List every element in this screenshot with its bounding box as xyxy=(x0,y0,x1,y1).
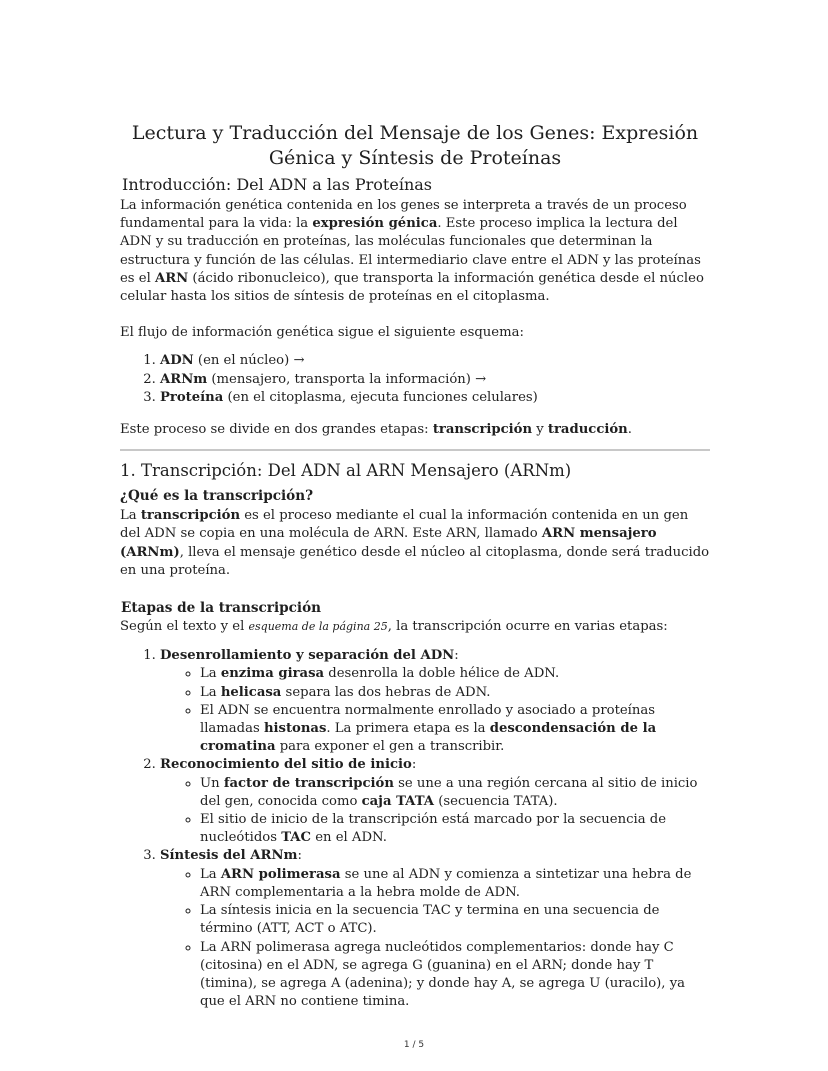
sub-list xyxy=(160,775,710,848)
intro-heading: Introducción: Del ADN a las Proteínas xyxy=(122,175,432,194)
intro-paragraph-1: La información genética contenida en los genes se interpreta a través de un proceso fundamental para la vida: la expresión génica. Este proceso implica la lectura del ADN y su traducción en proteínas, las moléculas funcionales que determinan la estructura y función de las células. El intermediario clave entre el ADN y las proteínas es el ARN (ácido ribonucleico), que transporta la información genética desde el núcleo celular hasta los sitios de síntesis de proteínas en el citoplasma. xyxy=(120,198,704,305)
list-item: ◦ La ARN polimerasa se une al ADN y comienza a sintetizar una hebra de ARN complementaria a la hebra molde de ADN. xyxy=(200,866,710,902)
flow-list xyxy=(120,352,710,407)
sub-list xyxy=(160,866,710,1012)
list-item: 1. ADN (en el núcleo) → xyxy=(160,352,710,370)
intro-paragraph-2: El flujo de información genética sigue el siguiente esquema: xyxy=(120,325,524,341)
etapas-heading: Etapas de la transcripción xyxy=(121,600,322,617)
list-item: ◦ La síntesis inicia en la secuencia TAC y termina en una secuencia de término (ATT, ACT o ATC). xyxy=(200,902,710,938)
section1-question: ¿Qué es la transcripción? xyxy=(120,488,314,505)
document-title: Lectura y Traducción del Mensaje de los Genes: Expresión Génica y Síntesis de Proteínas xyxy=(131,122,699,169)
intro-paragraph-3: Este proceso se divide en dos grandes etapas: transcripción y traducción. xyxy=(120,422,632,438)
list-item: ◦ La ARN polimerasa agrega nucleótidos complementarios: donde hay C (citosina) en el ADN, se agrega G (guanina) en el ARN; donde hay T (timina), se agrega A (adenina); y donde hay A, se agrega U (uracilo), ya que el ARN no contiene timina. xyxy=(200,939,710,1012)
list-item: ◦ La enzima girasa desenrolla la doble hélice de ADN. xyxy=(200,665,710,683)
list-item: ◦ El sitio de inicio de la transcripción está marcado por la secuencia de nucleótidos TAC en el ADN. xyxy=(200,811,710,847)
list-item: ◦ Un factor de transcripción se une a una región cercana al sitio de inicio del gen, conocida como caja TATA (secuencia TATA). xyxy=(200,775,710,811)
etapas-list xyxy=(120,647,710,1011)
section-divider xyxy=(120,449,710,451)
etapas-intro: Según el texto y el esquema de la página 25, la transcripción ocurre en varias etapas: xyxy=(120,619,668,635)
list-item: 2. ARNm (mensajero, transporta la información) → xyxy=(160,371,710,389)
document-page xyxy=(120,0,710,1011)
section1-heading: 1. Transcripción: Del ADN al ARN Mensajero (ARNm) xyxy=(120,461,572,481)
section1-paragraph: La transcripción es el proceso mediante el cual la información contenida en un gen del ADN se copia en una molécula de ARN. Este ARN, llamado ARN mensajero (ARNm), lleva el mensaje genético desde el núcleo al citoplasma, donde será traducido en una proteína. xyxy=(120,508,710,578)
list-item: ◦ La helicasa separa las dos hebras de ADN. xyxy=(200,684,710,702)
list-item: 3. Proteína (en el citoplasma, ejecuta funciones celulares) xyxy=(160,389,710,407)
list-item: 3. Síntesis del ARNm: ◦ La ARN polimerasa se une al ADN y comienza a sintetizar una hebra de ARN complementaria a la hebra molde de ADN. ◦ La síntesis inicia en la secuencia TAC y termina en una secuencia de término (ATT, ACT o ATC). ◦ La ARN polimerasa agrega nucleótidos complementarios: donde hay C (citosina) en el ADN, se agrega G (guanina) en el ARN; donde hay T (timina), se agrega A (adenina); y donde hay A, se agrega U (uracilo), ya que el ARN no contiene timina. xyxy=(160,847,710,1011)
list-item: 2. Reconocimiento del sitio de inicio: ◦ Un factor de transcripción se une a una región cercana al sitio de inicio del gen, conocida como caja TATA (secuencia TATA). ◦ El sitio de inicio de la transcripción está marcado por la secuencia de nucleótidos TAC en el ADN. xyxy=(160,756,710,847)
page-number: 1 / 5 xyxy=(403,1040,425,1050)
list-item: 1. Desenrollamiento y separación del ADN: ◦ La enzima girasa desenrolla la doble hélice de ADN. ◦ La helicasa separa las dos hebras de ADN. ◦ El ADN se encuentra normalmente enrollado y asociado a proteínas llamadas histonas. La primera etapa es la descondensación de la cromatina para exponer el gen a transcribir. xyxy=(160,647,710,756)
sub-list xyxy=(160,665,710,756)
list-item: ◦ El ADN se encuentra normalmente enrollado y asociado a proteínas llamadas histonas. La primera etapa es la descondensación de la cromatina para exponer el gen a transcribir. xyxy=(200,702,710,757)
